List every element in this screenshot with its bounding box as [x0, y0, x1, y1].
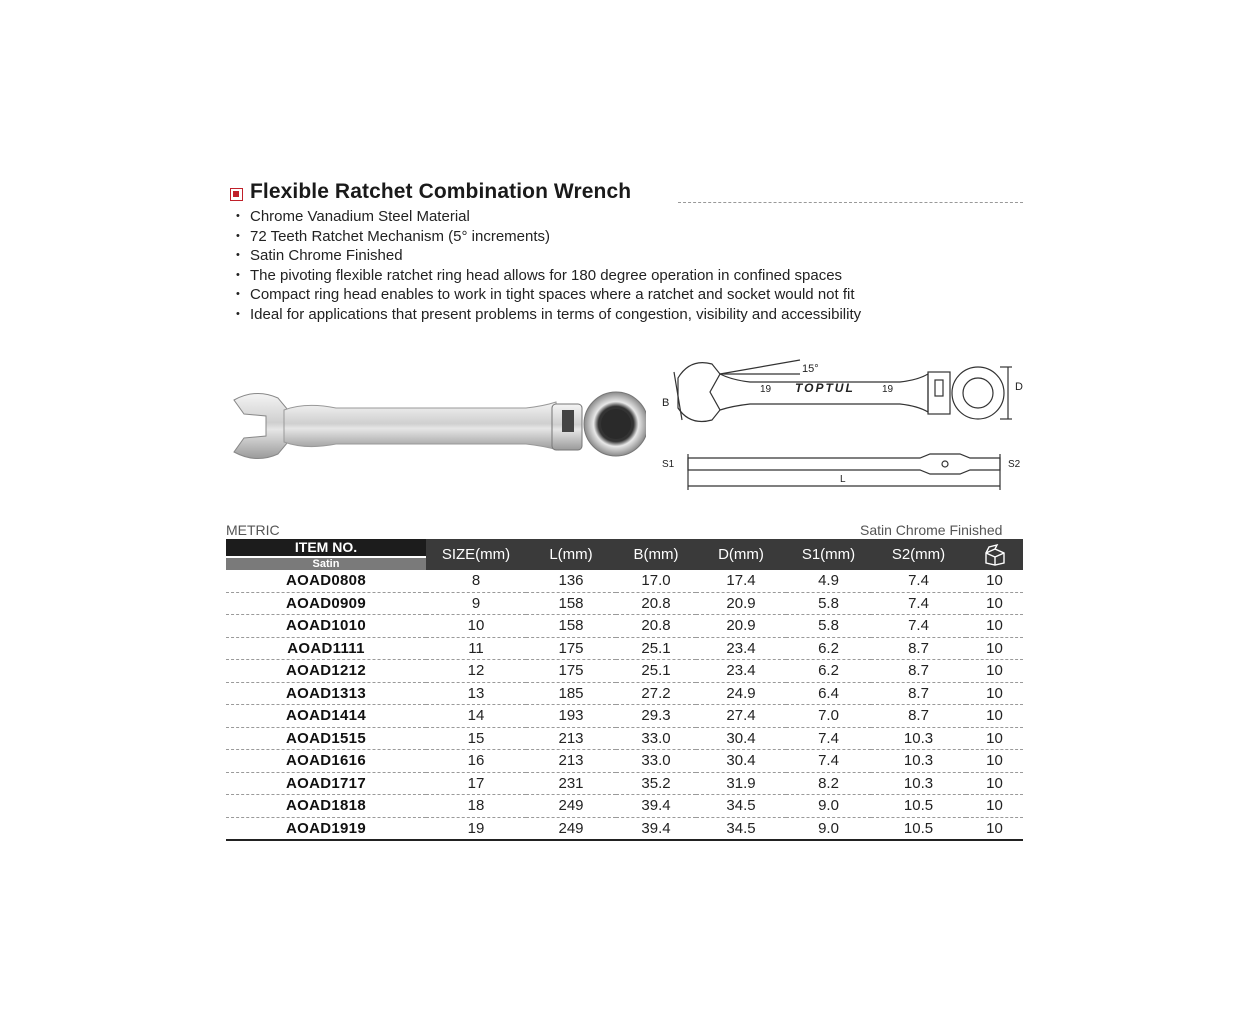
dim-d-label: D [1015, 381, 1023, 393]
b-cell: 33.0 [616, 727, 696, 750]
s2-cell: 10.3 [871, 772, 966, 795]
feature-item: • 72 Teeth Ratchet Mechanism (5° increments) [236, 227, 861, 247]
page-title: Flexible Ratchet Combination Wrench [250, 180, 632, 203]
length-cell: 175 [526, 660, 616, 683]
table-row [226, 772, 1023, 795]
col-header: S2(mm) [871, 539, 966, 570]
spec-table [226, 539, 1023, 841]
title-marker-icon [230, 188, 243, 201]
length-cell: 213 [526, 727, 616, 750]
col-header: D(mm) [696, 539, 786, 570]
length-cell: 213 [526, 750, 616, 773]
length-cell: 185 [526, 682, 616, 705]
pack-qty-cell: 10 [966, 727, 1023, 750]
size-cell: 14 [426, 705, 526, 728]
length-cell: 231 [526, 772, 616, 795]
b-cell: 17.0 [616, 570, 696, 592]
length-cell: 249 [526, 817, 616, 840]
d-cell: 20.9 [696, 615, 786, 638]
angle-label: 15° [802, 363, 819, 375]
b-cell: 20.8 [616, 615, 696, 638]
col-header: B(mm) [616, 539, 696, 570]
s2-cell: 8.7 [871, 705, 966, 728]
s1-cell: 8.2 [786, 772, 871, 795]
item-no-header [226, 539, 426, 570]
item-code: AOAD0909 [226, 592, 426, 615]
d-cell: 34.5 [696, 795, 786, 818]
s2-cell: 10.5 [871, 817, 966, 840]
dimension-drawing [660, 350, 1032, 495]
s1-cell: 9.0 [786, 795, 871, 818]
b-cell: 35.2 [616, 772, 696, 795]
size-cell: 11 [426, 637, 526, 660]
table-row [226, 705, 1023, 728]
d-cell: 17.4 [696, 570, 786, 592]
table-row [226, 682, 1023, 705]
table-header-row [226, 539, 1023, 570]
s2-cell: 8.7 [871, 637, 966, 660]
s2-cell: 7.4 [871, 592, 966, 615]
feature-item: • Compact ring head enables to work in tight spaces where a ratchet and socket would not fit [236, 285, 861, 305]
b-cell: 33.0 [616, 750, 696, 773]
b-cell: 39.4 [616, 795, 696, 818]
table-row [226, 570, 1023, 592]
d-cell: 27.4 [696, 705, 786, 728]
s1-cell: 5.8 [786, 592, 871, 615]
item-code: AOAD1111 [226, 637, 426, 660]
table-row [226, 637, 1023, 660]
s1-cell: 7.0 [786, 705, 871, 728]
table-row [226, 660, 1023, 683]
s1-cell: 6.2 [786, 660, 871, 683]
b-cell: 20.8 [616, 592, 696, 615]
table-row [226, 592, 1023, 615]
feature-item: • Chrome Vanadium Steel Material [236, 207, 861, 227]
d-cell: 31.9 [696, 772, 786, 795]
pack-qty-cell: 10 [966, 660, 1023, 683]
item-code: AOAD1818 [226, 795, 426, 818]
pack-qty-header [966, 539, 1023, 570]
d-cell: 30.4 [696, 727, 786, 750]
pack-qty-cell: 10 [966, 795, 1023, 818]
size-cell: 13 [426, 682, 526, 705]
b-cell: 29.3 [616, 705, 696, 728]
b-cell: 25.1 [616, 660, 696, 683]
size-cell: 10 [426, 615, 526, 638]
table-row [226, 817, 1023, 840]
title-divider [678, 202, 1023, 203]
size-cell: 18 [426, 795, 526, 818]
item-code: AOAD0808 [226, 570, 426, 592]
item-no-title: ITEM NO. [226, 539, 426, 556]
feature-list [236, 207, 861, 325]
feature-item: • The pivoting flexible ratchet ring head allows for 180 degree operation in confined spaces [236, 266, 861, 286]
s2-cell: 10.3 [871, 727, 966, 750]
table-caption-right: Satin Chrome Finished [860, 522, 1003, 538]
pack-qty-cell: 10 [966, 570, 1023, 592]
s2-cell: 10.5 [871, 795, 966, 818]
item-code: AOAD1010 [226, 615, 426, 638]
s1-cell: 7.4 [786, 727, 871, 750]
pack-qty-cell: 10 [966, 592, 1023, 615]
item-code: AOAD1515 [226, 727, 426, 750]
dim-s2-label: S2 [1008, 459, 1021, 470]
s2-cell: 7.4 [871, 570, 966, 592]
wrench-photo [226, 380, 646, 480]
pack-qty-cell: 10 [966, 637, 1023, 660]
table-row [226, 615, 1023, 638]
s1-cell: 4.9 [786, 570, 871, 592]
size-left-label: 19 [760, 384, 772, 395]
size-cell: 8 [426, 570, 526, 592]
col-header: SIZE(mm) [426, 539, 526, 570]
size-cell: 12 [426, 660, 526, 683]
box-icon [983, 544, 1007, 566]
s2-cell: 10.3 [871, 750, 966, 773]
d-cell: 24.9 [696, 682, 786, 705]
section-title [228, 180, 1023, 206]
feature-item: • Ideal for applications that present problems in terms of congestion, visibility and accessibility [236, 305, 861, 325]
length-cell: 249 [526, 795, 616, 818]
b-cell: 25.1 [616, 637, 696, 660]
item-code: AOAD1616 [226, 750, 426, 773]
table-row [226, 795, 1023, 818]
item-code: AOAD1919 [226, 817, 426, 840]
table-row [226, 727, 1023, 750]
dim-l-label: L [840, 474, 846, 485]
length-cell: 193 [526, 705, 616, 728]
feature-item: • Satin Chrome Finished [236, 246, 861, 266]
pack-qty-cell: 10 [966, 682, 1023, 705]
length-cell: 158 [526, 615, 616, 638]
size-cell: 17 [426, 772, 526, 795]
length-cell: 158 [526, 592, 616, 615]
size-cell: 15 [426, 727, 526, 750]
s1-cell: 9.0 [786, 817, 871, 840]
length-cell: 136 [526, 570, 616, 592]
s2-cell: 8.7 [871, 682, 966, 705]
s1-cell: 7.4 [786, 750, 871, 773]
size-right-label: 19 [882, 384, 894, 395]
s1-cell: 5.8 [786, 615, 871, 638]
pack-qty-cell: 10 [966, 705, 1023, 728]
spec-table-body [226, 570, 1023, 840]
size-cell: 19 [426, 817, 526, 840]
dim-b-label: B [662, 397, 670, 409]
s2-cell: 7.4 [871, 615, 966, 638]
table-row [226, 750, 1023, 773]
item-no-subtitle: Satin [226, 558, 426, 570]
dim-s1-label: S1 [662, 459, 675, 470]
pack-qty-cell: 10 [966, 750, 1023, 773]
pack-qty-cell: 10 [966, 615, 1023, 638]
d-cell: 23.4 [696, 637, 786, 660]
b-cell: 39.4 [616, 817, 696, 840]
item-code: AOAD1414 [226, 705, 426, 728]
item-code: AOAD1212 [226, 660, 426, 683]
pack-qty-cell: 10 [966, 772, 1023, 795]
size-cell: 16 [426, 750, 526, 773]
item-code: AOAD1313 [226, 682, 426, 705]
item-code: AOAD1717 [226, 772, 426, 795]
col-header: L(mm) [526, 539, 616, 570]
brand-label: TOPTUL [795, 381, 855, 395]
b-cell: 27.2 [616, 682, 696, 705]
col-header: S1(mm) [786, 539, 871, 570]
s1-cell: 6.4 [786, 682, 871, 705]
pack-qty-cell: 10 [966, 817, 1023, 840]
size-cell: 9 [426, 592, 526, 615]
length-cell: 175 [526, 637, 616, 660]
d-cell: 30.4 [696, 750, 786, 773]
table-caption-left: METRIC [226, 522, 280, 538]
s2-cell: 8.7 [871, 660, 966, 683]
d-cell: 20.9 [696, 592, 786, 615]
d-cell: 23.4 [696, 660, 786, 683]
s1-cell: 6.2 [786, 637, 871, 660]
d-cell: 34.5 [696, 817, 786, 840]
